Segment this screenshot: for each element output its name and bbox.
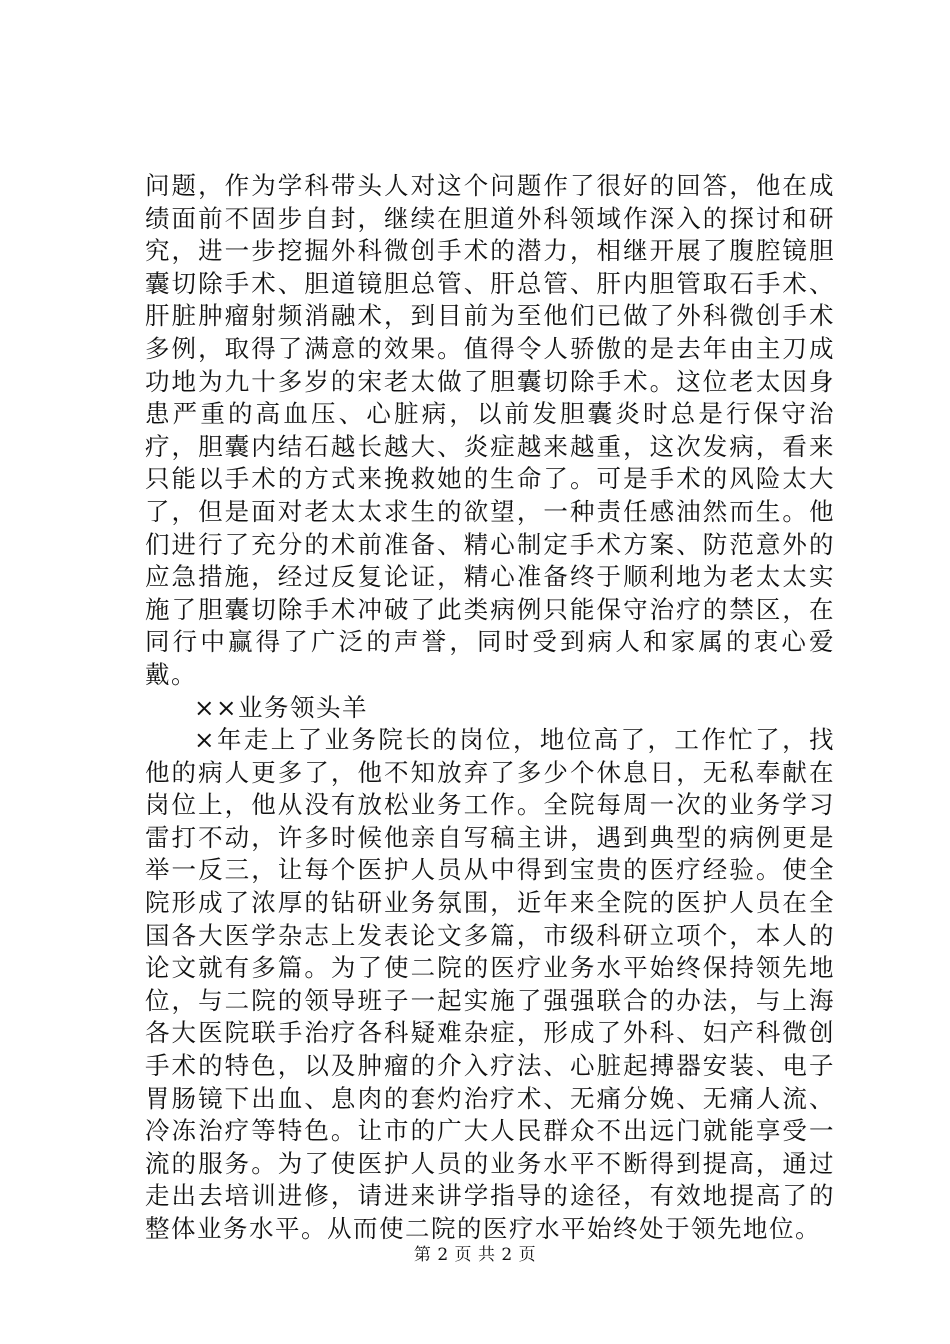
page-footer: 第 2 页 共 2 页: [413, 1245, 537, 1265]
body-paragraph-2: ×年走上了业务院长的岗位，地位高了，工作忙了，找他的病人更多了，他不知放弃了多少个休息日，无私奉献在岗位上，他从没有放松业务工作。全院每周一次的业务学习雷打不动，许多时候他亲自写稿主讲，遇到典型的病例更是举一反三，让每个医护人员从中得到宝贵的医疗经验。使全院形成了浓厚的钻研业务氛围，近年来全院的医护人员在全国各大医学杂志上发表论文多篇，市级科研立项个，本人的论文就有多篇。为了使二院的医疗业务水平始终保持领先地位，与二院的领导班子一起实施了强强联合的办法，与上海各大医院联手治疗各科疑难杂症，形成了外科、妇产科微创手术的特色，以及肿瘤的介入疗法、心脏起搏器安装、电子胃肠镜下出血、息肉的套灼治疗术、无痛分娩、无痛人流、冷冻治疗等特色。让市的广大人民群众不出远门就能享受一流的服务。为了使医护人员的业务水平不断得到提高，通过走出去培训进修，请进来讲学指导的途径，有效地提高了的整体业务水平。从而使二院的医疗水平始终处于领先地位。: [145, 725, 835, 1243]
body-paragraph-1: 问题，作为学科带头人对这个问题作了很好的回答，他在成绩面前不固步自封，继续在胆道外科领域作深入的探讨和研究，进一步挖掘外科微创手术的潜力，相继开展了腹腔镜胆囊切除手术、胆道镜胆总管、肝总管、肝内胆管取石手术、肝脏肿瘤射频消融术，到目前为至他们已做了外科微创手术多例，取得了满意的效果。值得令人骄傲的是去年由主刀成功地为九十多岁的宋老太做了胆囊切除手术。这位老太因身患严重的高血压、心脏病，以前发胆囊炎时总是行保守治疗，胆囊内结石越长越大、炎症越来越重，这次发病，看来只能以手术的方式来挽救她的生命了。可是手术的风险太大了，但是面对老太太求生的欲望，一种责任感油然而生。他们进行了充分的术前准备、精心制定手术方案、防范意外的应急措施，经过反复论证，精心准备终于顺利地为老太太实施了胆囊切除手术冲破了此类病例只能保守治疗的禁区，在同行中赢得了广泛的声誉，同时受到病人和家属的衷心爱戴。: [145, 171, 835, 689]
document-body: [145, 170, 835, 1246]
section-heading: ××业务领头羊: [194, 692, 369, 722]
